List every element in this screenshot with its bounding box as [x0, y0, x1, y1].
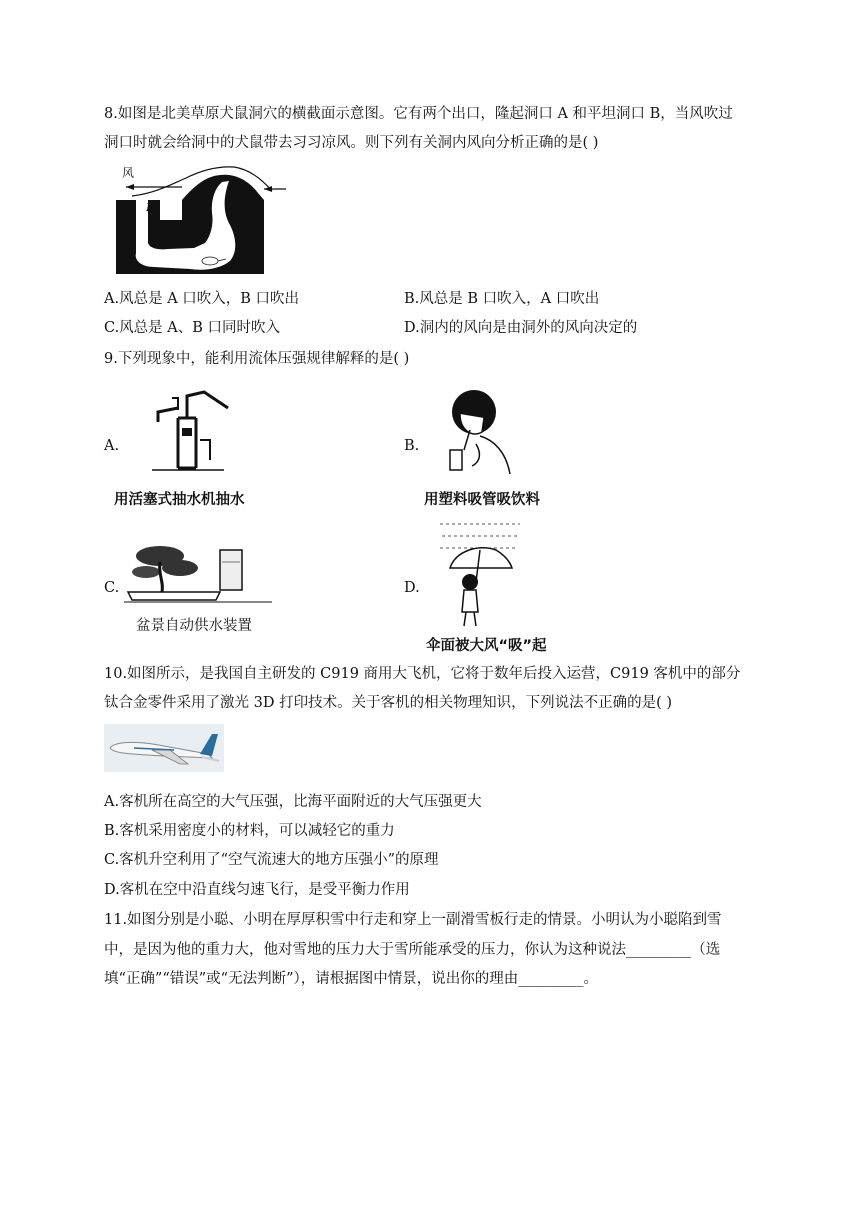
fig-wind-label: 风 — [122, 166, 135, 180]
straw-figure — [436, 384, 516, 476]
q9-option-c-caption: 盆景自动供水装置 — [136, 618, 252, 634]
q9-option-d-caption: 伞面被大风“吸”起 — [426, 638, 547, 654]
q10-option-c[interactable]: C.客机升空利用了“空气流速大的地方压强小”的原理 — [104, 852, 439, 868]
q10-stem-line2: 钛合金零件采用了激光 3D 打印技术。关于客机的相关物理知识，下列说法不正确的是( ) — [104, 695, 672, 711]
q8-option-d[interactable]: D.洞内的风向是由洞外的风向决定的 — [404, 320, 638, 336]
fig-label-b: B — [146, 201, 155, 214]
q10-option-d[interactable]: D.客机在空中沿直线匀速飞行，是受平衡力作用 — [104, 882, 410, 898]
drinking-straw-icon — [436, 384, 516, 476]
q9-option-c-label[interactable]: C. — [104, 580, 120, 596]
q11-stem-line2: 中，是因为他的重力大，他对雪地的压力大于雪所能承受的压力，你认为这种说法_________（选 — [104, 942, 721, 958]
q9-option-b-label[interactable]: B. — [404, 438, 420, 454]
c919-airplane-image — [104, 724, 224, 772]
fig-label-a: A — [231, 176, 239, 189]
q8-option-c[interactable]: C.风总是 A、B 口同时吹入 — [104, 320, 281, 336]
airplane-figure — [104, 724, 224, 772]
planter-figure — [124, 542, 274, 604]
q9-option-a-label[interactable]: A. — [104, 438, 120, 454]
q9-stem: 9.下列现象中，能利用流体压强规律解释的是( ) — [104, 351, 410, 367]
q11-stem-line3: 填“正确”“错误”或“无法判断”），请根据图中情景，说出你的理由_________。 — [104, 971, 598, 987]
q9-option-a-caption: 用活塞式抽水机抽水 — [114, 492, 245, 508]
pump-figure — [148, 388, 232, 473]
q8-stem-line1: 8.如图是北美草原犬鼠洞穴的横截面示意图。它有两个出口，隆起洞口 A 和平坦洞口 B，当风吹过 — [104, 106, 733, 122]
pump-icon — [148, 388, 232, 473]
q10-stem-line1: 10.如图所示，是我国自主研发的 C919 商用大飞机，它将于数年后投入运营，C919 客机中的部分 — [104, 666, 741, 682]
bonsai-water-supply-icon — [124, 542, 274, 604]
umbrella-wind-icon — [436, 520, 526, 630]
burrow-diagram — [114, 163, 290, 276]
q8-stem-line2: 洞口时就会给洞中的犬鼠带去习习凉风。则下列有关洞内风向分析正确的是( ) — [104, 135, 599, 151]
umbrella-figure — [436, 520, 526, 630]
q8-option-b[interactable]: B.风总是 B 口吹入，A 口吹出 — [404, 291, 600, 307]
q10-option-b[interactable]: B.客机采用密度小的材料，可以减轻它的重力 — [104, 823, 395, 839]
q10-option-a[interactable]: A.客机所在高空的大气压强，比海平面附近的大气压强更大 — [104, 794, 482, 810]
burrow-figure — [114, 163, 290, 276]
q9-option-b-caption: 用塑料吸管吸饮料 — [424, 492, 540, 508]
q8-option-a[interactable]: A.风总是 A 口吹入，B 口吹出 — [104, 291, 300, 307]
q11-stem-line1: 11.如图分别是小聪、小明在厚厚积雪中行走和穿上一副滑雪板行走的情景。小明认为小聪陷到雪 — [104, 912, 722, 928]
q9-option-d-label[interactable]: D. — [404, 580, 420, 596]
